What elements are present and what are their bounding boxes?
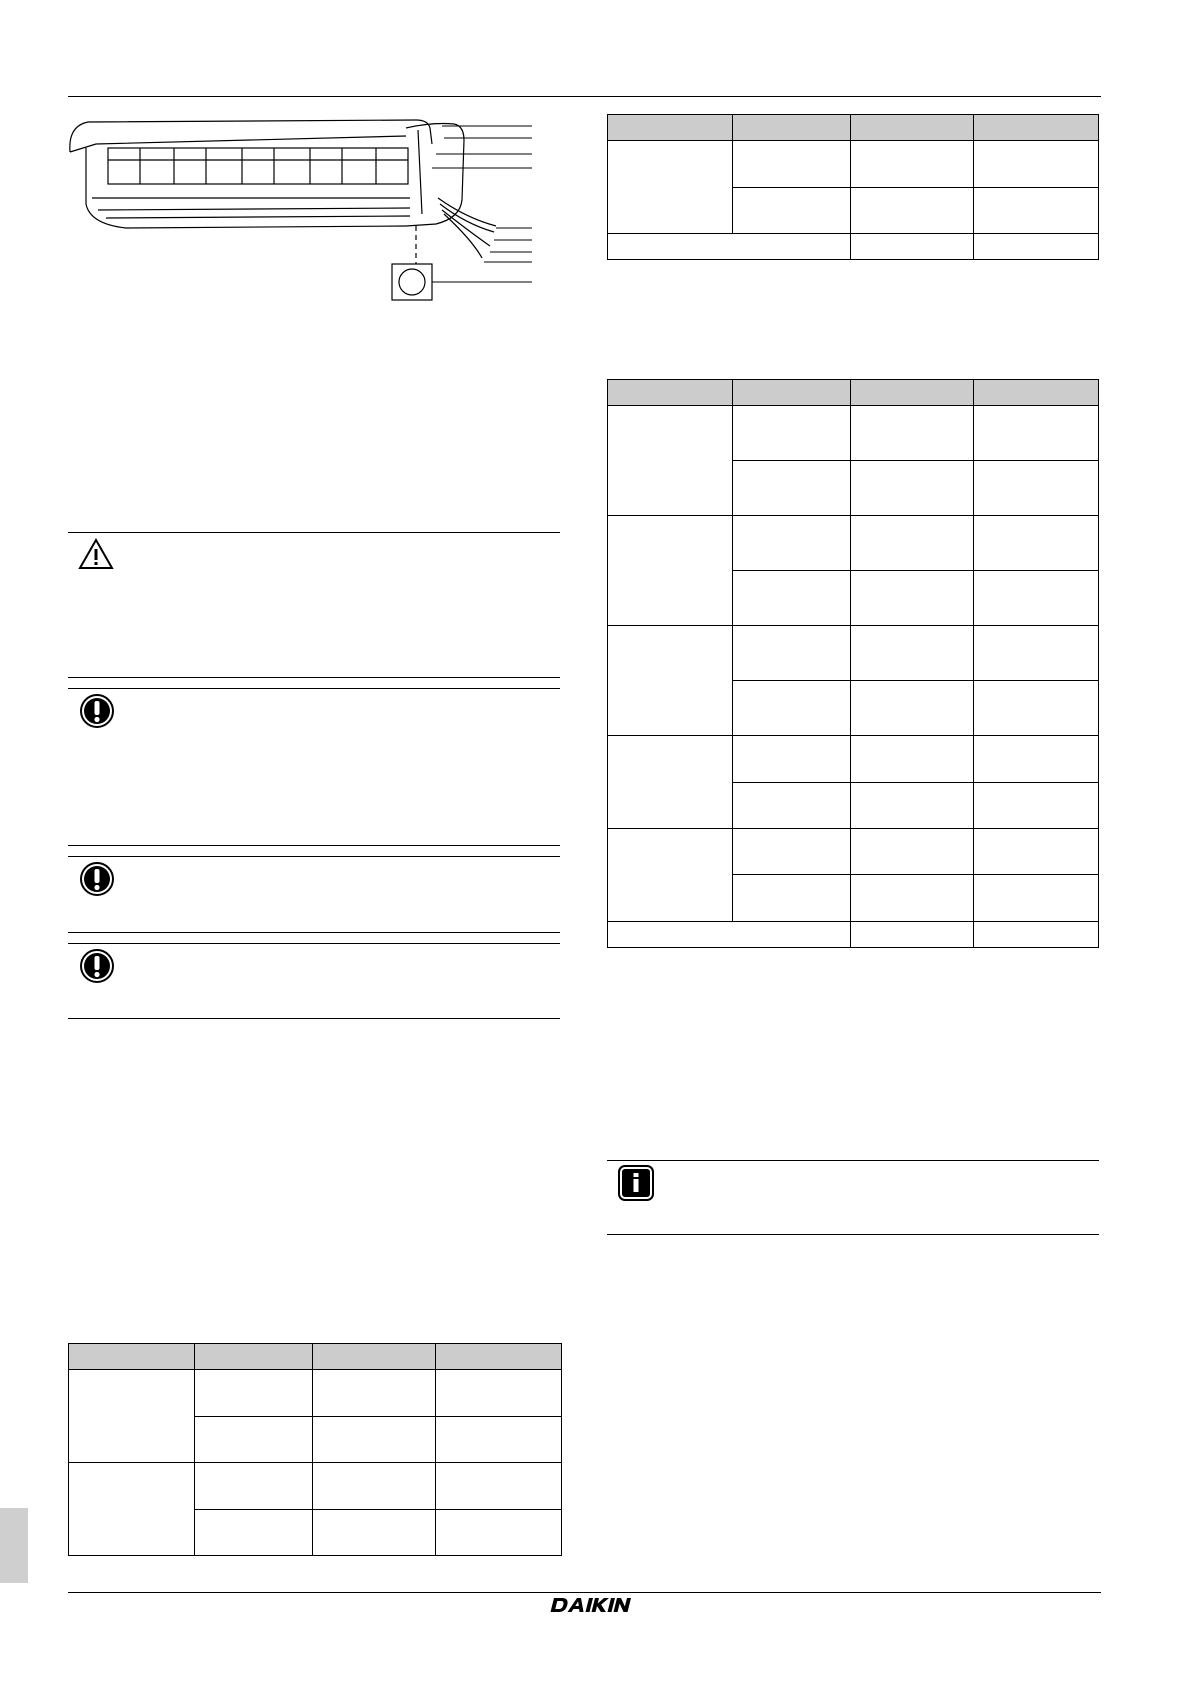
table-row xyxy=(608,516,1099,571)
notice-note-3-top-rule xyxy=(68,943,560,944)
bottom-left-table xyxy=(68,1343,562,1556)
table-header-row xyxy=(608,115,1099,141)
table-row xyxy=(608,922,1099,948)
table-row xyxy=(69,1463,562,1510)
notice-note-1-top-rule xyxy=(68,688,560,689)
footer-rule xyxy=(68,1592,1101,1593)
daikin-logo xyxy=(547,1594,645,1616)
middle-right-table xyxy=(607,379,1099,948)
table-header-row xyxy=(608,380,1099,406)
chapter-side-tab xyxy=(0,1508,28,1583)
notice-note-2-bottom-rule xyxy=(68,932,560,933)
table-row xyxy=(69,1370,562,1417)
header-rule xyxy=(68,96,1101,97)
table-row xyxy=(608,829,1099,875)
top-right-table xyxy=(607,114,1099,260)
info-icon xyxy=(618,1165,654,1201)
exclamation-icon xyxy=(79,861,115,897)
table-row xyxy=(608,234,1099,260)
indoor-unit-illustration xyxy=(66,114,536,304)
table-row xyxy=(608,626,1099,681)
table-header-row xyxy=(69,1344,562,1370)
table-row xyxy=(608,141,1099,188)
exclamation-icon xyxy=(79,948,115,984)
table-row xyxy=(608,406,1099,461)
warning-note-bottom-rule xyxy=(68,677,560,678)
notice-note-1-bottom-rule xyxy=(68,845,560,846)
warning-triangle-icon xyxy=(78,538,114,570)
notice-note-3-bottom-rule xyxy=(68,1018,560,1019)
notice-note-2-top-rule xyxy=(68,856,560,857)
info-note-top-rule xyxy=(607,1160,1099,1161)
warning-note-top-rule xyxy=(68,532,560,533)
exclamation-icon xyxy=(79,693,115,729)
info-note-bottom-rule xyxy=(607,1234,1099,1235)
table-row xyxy=(608,736,1099,783)
